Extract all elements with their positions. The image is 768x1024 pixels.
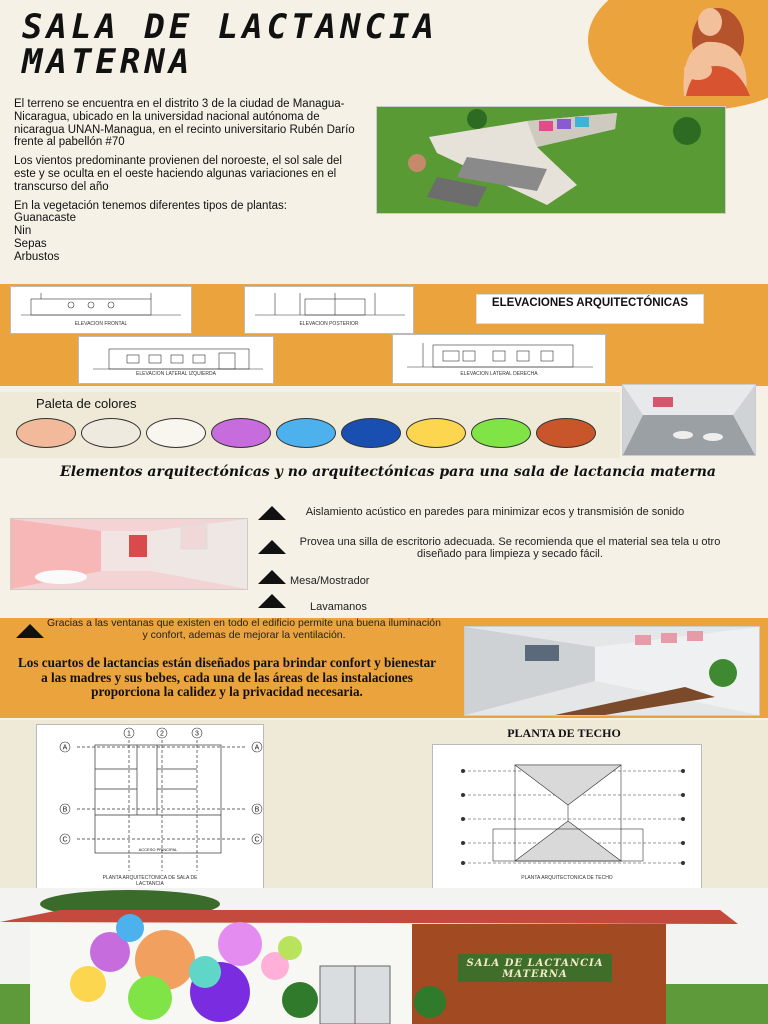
elevation-right-label: ELEVACION LATERAL DERECHA [460,371,538,377]
elevation-front-label: ELEVACION FRONTAL [74,321,128,327]
page-title: SALA DE LACTANCIA MATERNA [22,7,438,82]
roof-plan-label: PLANTA ARQUITECTONICA DE TECHO [521,875,613,881]
palette-label: Paleta de colores [36,396,137,411]
facade-dot [189,956,221,988]
floor-plan-access: ACCESO PRINCIPAL [138,847,178,852]
intro-vegetation: En la vegetación tenemos diferentes tipos de plantas: [14,199,287,212]
color-swatch [406,418,466,448]
bullet-triangle-icon [258,594,286,608]
grid-letter: B [254,806,260,814]
nursing-room-render [10,518,248,590]
interior-render-2 [464,626,760,716]
elevation-rear-drawing [244,286,414,334]
building-render-image [0,888,768,1024]
bullet-triangle-icon [258,540,286,554]
elements-heading: Elementos arquitectónicas y no arquitectónicas para una sala de lactancia materna [60,464,716,480]
element-acoustic: Aislamiento acústico en paredes para minimizar ecos y transmisión de sonido [305,506,685,518]
color-swatch [16,418,76,448]
elevation-left-label: ELEVACION LATERAL IZQUIERDA [136,371,216,377]
element-table: Mesa/Mostrador [290,575,370,587]
building-render [0,888,768,1024]
plant-item: Arbustos [14,250,60,263]
grid-letter: B [62,806,68,814]
color-swatch [276,418,336,448]
facade-dot [218,922,262,966]
facade-dot [70,966,106,1002]
color-swatch [211,418,271,448]
floor-plan-label: PLANTA ARQUITECTONICA DE SALA DE LACTANCIA [102,875,198,887]
plant-item: Nin [14,225,32,238]
intro-location: El terreno se encuentra en el distrito 3 de la ciudad de Managua-Nicaragua, ubicado en la universidad nacional autónoma de nicaragua UNAN-Managua, en el recinto universitario Rubén Darío frente al pabellón #70 [14,98,355,149]
grid-number: 2 [160,730,164,738]
color-swatch [146,418,206,448]
grid-letter: A [254,744,260,752]
facade-dot [278,936,302,960]
bullet-triangle-icon [16,624,44,638]
grid-letter: A [62,744,68,752]
palette-swatches [16,418,616,450]
elevation-left-drawing [78,336,274,384]
color-swatch [471,418,531,448]
mother-illustration [646,0,764,96]
floor-plan-drawing [36,724,264,890]
facade-dot [128,976,172,1020]
bullet-triangle-icon [258,570,286,584]
grid-letter: C [254,836,260,844]
grid-letter: C [62,836,68,844]
building-sign: SALA DE LACTANCIA MATERNA [466,958,604,980]
color-swatch [536,418,596,448]
intro-text [14,98,360,264]
roof-plan-drawing [432,744,702,892]
plant-item: Sepas [14,237,47,250]
grid-number: 3 [195,730,199,738]
roof-plan-title: PLANTA DE TECHO [507,726,621,740]
element-sink: Lavamanos [310,601,367,613]
rooms-text: Los cuartos de lactancias están diseñados para brindar confort y bienestar a las madres y sus bebes, cada una de las áreas de las instalaciones proporciona la calidez y la privacidad necesaria. [17,655,437,699]
elevations-heading: ELEVACIONES ARQUITECTÓNICAS [476,294,704,324]
bullet-triangle-icon [258,506,286,520]
color-swatch [81,418,141,448]
intro-wind: Los vientos predominante provienen del noroeste, el sol sale del este y se oculta en el oeste haciendo algunas variaciones en el transcurso del año [14,155,342,193]
interior-render-1 [622,384,756,456]
color-swatch [341,418,401,448]
facade-dot [116,914,144,942]
grid-number: 1 [127,730,131,738]
plant-item: Guanacaste [14,212,77,225]
elevation-rear-label: ELEVACION POSTERIOR [299,321,359,327]
element-chair: Provea una silla de escritorio adecuada. Se recomienda que el material sea tela u otro diseñado para limpieza y secado fácil. [299,536,721,560]
windows-text: Gracias a las ventanas que existen en todo el edificio permite una buena iluminación y confort, ademas de mejorar la ventilación. [47,617,441,641]
site-render [376,106,726,214]
elevation-right-drawing [392,334,606,384]
site-render-image [377,107,725,213]
elevation-front-drawing [10,286,192,334]
